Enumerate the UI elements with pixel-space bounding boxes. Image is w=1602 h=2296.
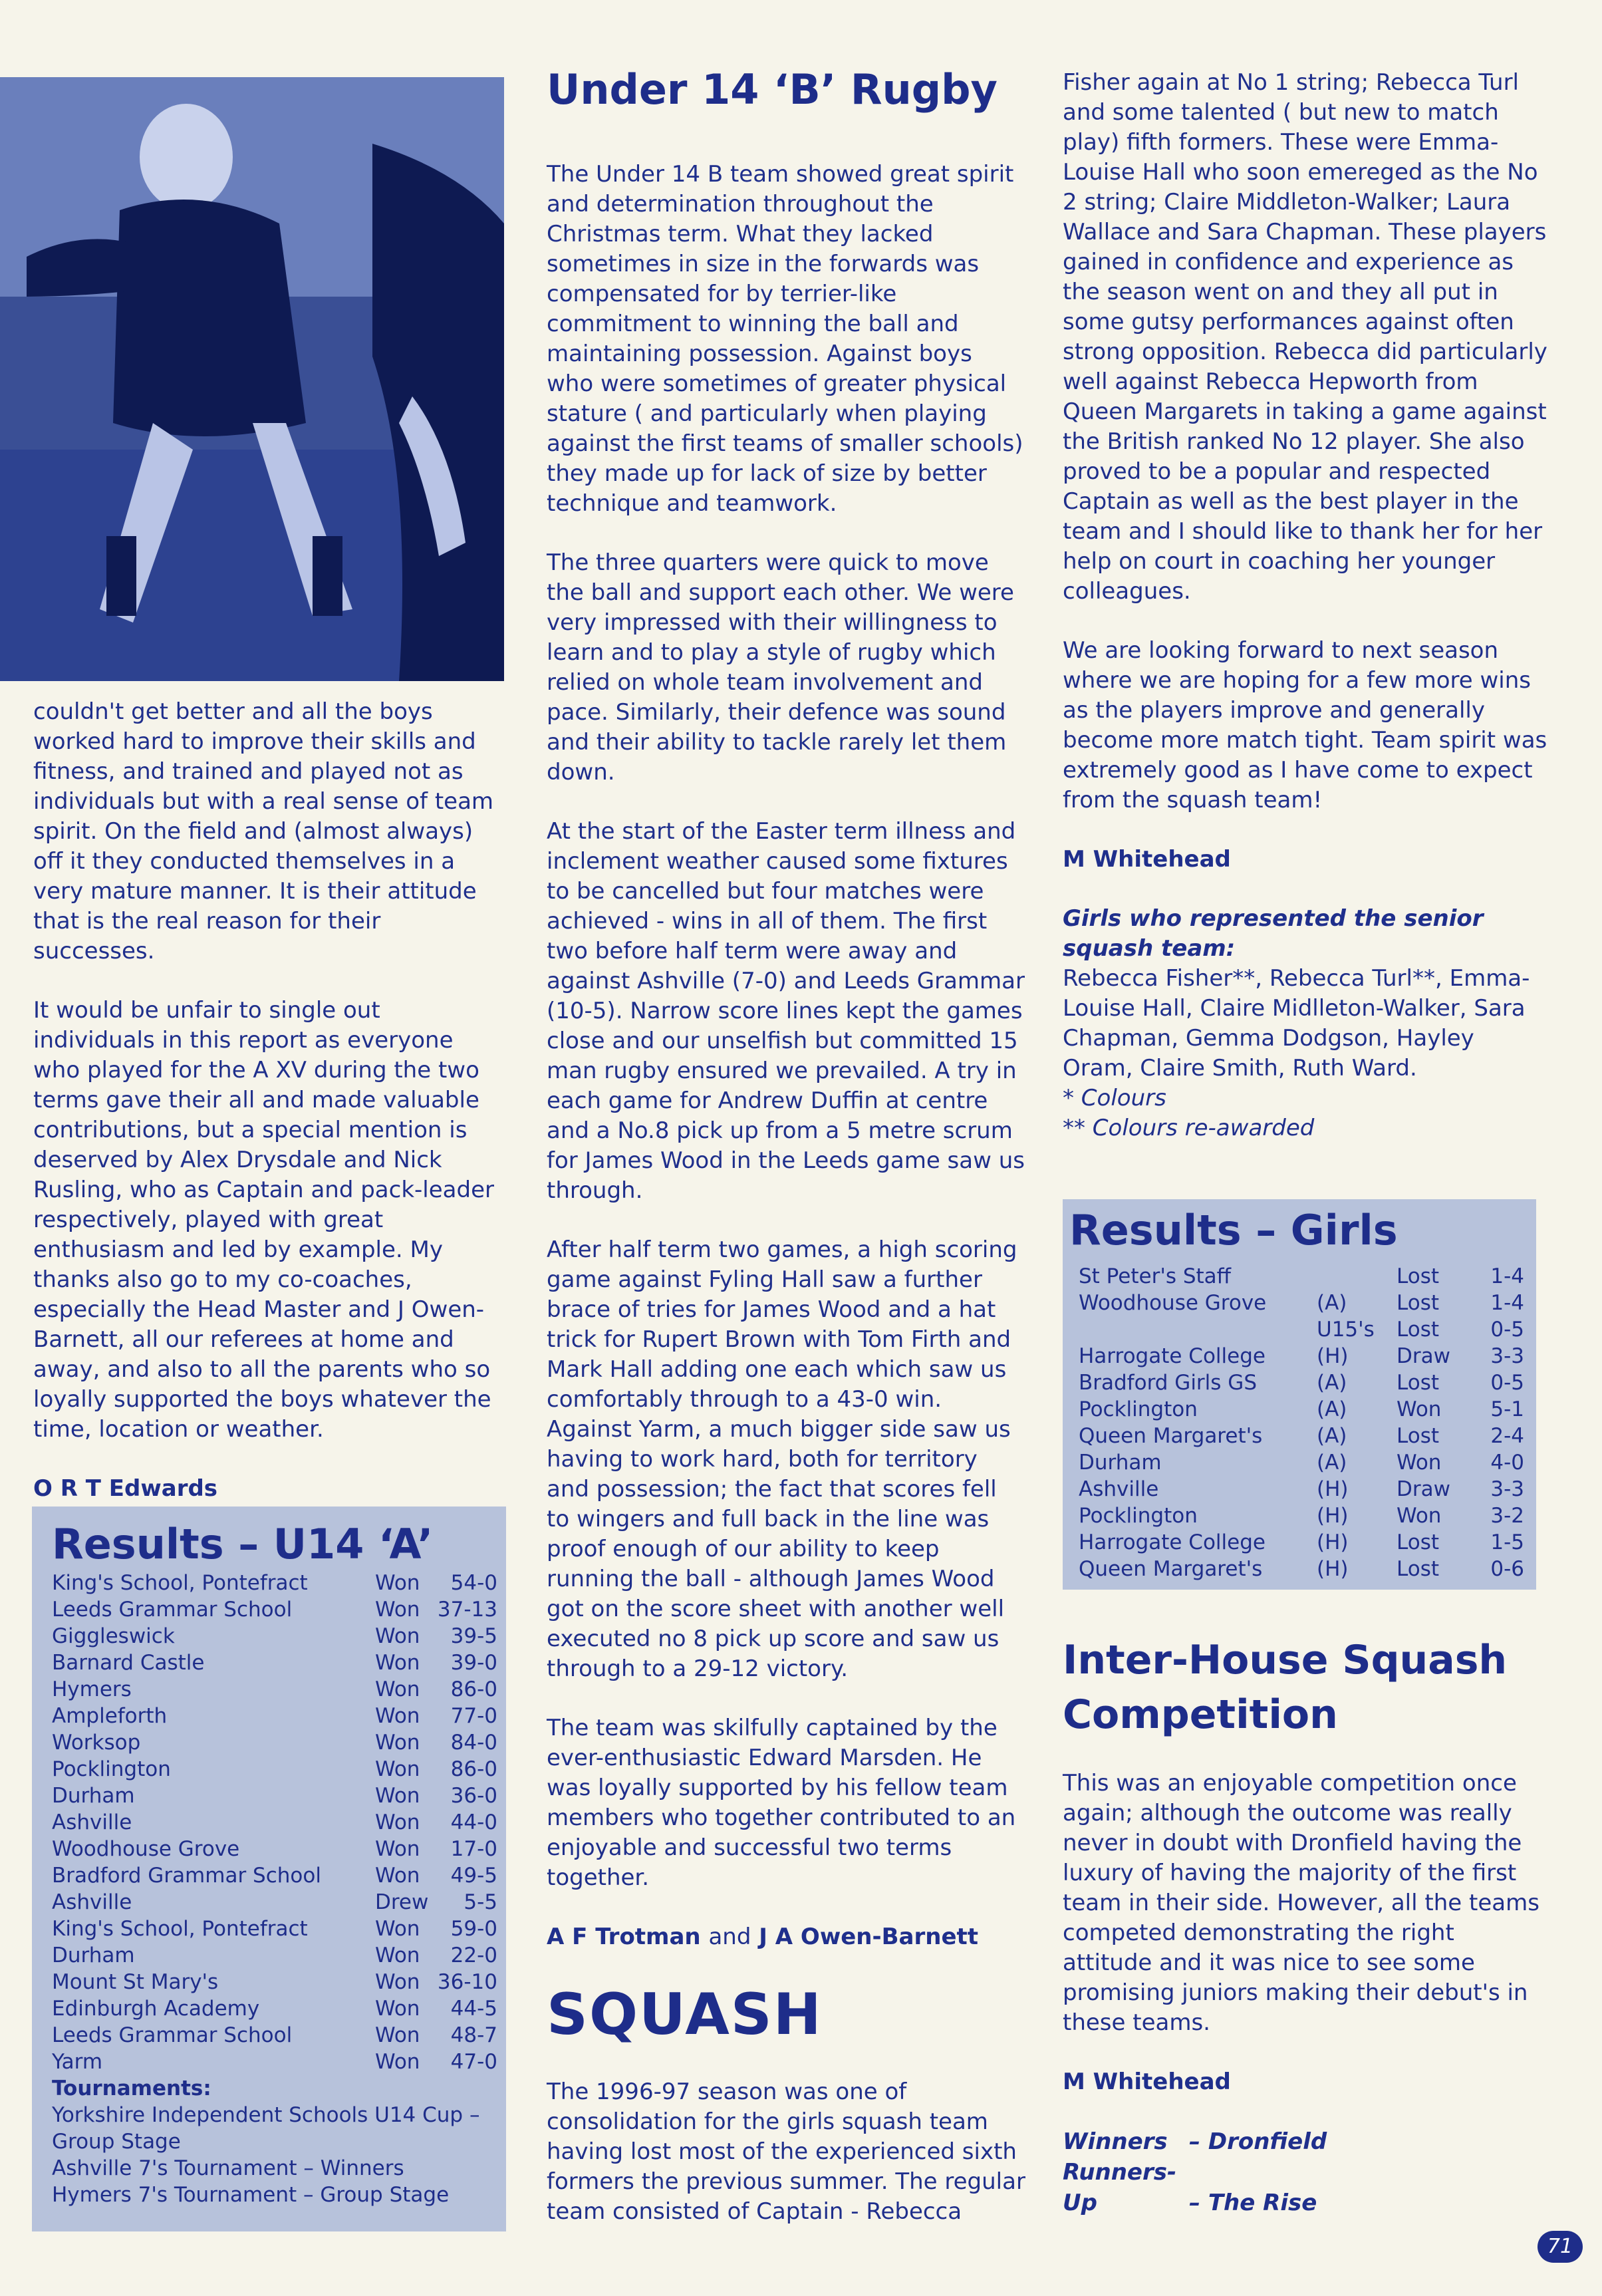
table-row <box>52 1623 504 1650</box>
squash-title: SQUASH <box>547 1981 823 2048</box>
venue-cell: (H) <box>1317 1344 1349 1368</box>
score-cell: 36-0 <box>450 1784 497 1808</box>
table-row <box>52 1809 504 1836</box>
table-row <box>52 1729 504 1756</box>
opponent-cell: Ashville <box>1079 1477 1159 1501</box>
venue-cell: (H) <box>1317 1557 1349 1581</box>
opponent-cell: King's School, Pontefract <box>52 1571 308 1595</box>
opponent-cell: Harrogate College <box>1079 1344 1266 1368</box>
result-cell: Draw <box>1397 1477 1450 1501</box>
score-cell: 3-2 <box>1490 1504 1524 1528</box>
result-cell: Won <box>375 1651 420 1675</box>
table-row <box>1079 1316 1531 1343</box>
u14b-title: Under 14 ‘B’ Rugby <box>547 65 998 114</box>
tournament-2: Ashville 7's Tournament – Winners <box>52 2156 404 2180</box>
table-row <box>1079 1529 1531 1556</box>
page-number: 71 <box>1537 2231 1583 2263</box>
inter-house-paragraph: This was an enjoyable competition once again; although the outcome was really never in doubt with Dronfield having the luxury of having the majority of the first team in their side. However, all the teams competed demonstrating the right attitude and it was nice to see some promising juniors making their debut's in these teams. <box>1063 1770 1539 2036</box>
results-girls-rows <box>1079 1263 1531 1582</box>
score-cell: 86-0 <box>450 1677 497 1701</box>
venue-cell: (H) <box>1317 1504 1349 1528</box>
winners-dash: – <box>1189 2128 1200 2155</box>
result-cell: Won <box>375 1757 420 1781</box>
score-cell: 22-0 <box>450 1943 497 1967</box>
inter-house-title: Inter-House Squash Competition <box>1063 1637 1508 1738</box>
tournaments-title: Tournaments: <box>52 2077 211 2100</box>
represented-block <box>1063 904 1548 1143</box>
mid-signature-b: J A Owen-Barnett <box>759 1924 979 1950</box>
table-row <box>52 1916 504 1942</box>
score-cell: 59-0 <box>450 1917 497 1941</box>
score-cell: 1-4 <box>1490 1264 1524 1288</box>
result-cell: Lost <box>1397 1318 1439 1342</box>
table-row <box>52 1676 504 1703</box>
score-cell: 39-0 <box>450 1651 497 1675</box>
opponent-cell: Durham <box>1079 1451 1162 1475</box>
result-cell: Lost <box>1397 1557 1439 1581</box>
result-cell: Won <box>375 1810 420 1834</box>
represented-names: Rebecca Fisher**, Rebecca Turl**, Emma-Louise Hall, Claire Midlleton-Walker, Sara Chapman, Gemma Dodgson, Hayley Oram, Claire Smith, Ruth Ward. <box>1063 965 1530 1081</box>
result-cell: Won <box>1397 1451 1442 1475</box>
score-cell: 49-5 <box>450 1864 497 1888</box>
score-cell: 48-7 <box>450 2023 497 2047</box>
result-cell: Won <box>375 1571 420 1595</box>
table-row <box>1079 1263 1531 1290</box>
venue-cell: (H) <box>1317 1477 1349 1501</box>
mid-signature <box>547 1922 1025 1952</box>
mid-paragraph-5: The team was skilfully captained by the ever-enthusiastic Edward Marsden. He was loyally supported by his fellow team members who together contributed to an enjoyable and successful two terms together. <box>547 1715 1016 1891</box>
table-row <box>1079 1369 1531 1396</box>
opponent-cell: Hymers <box>52 1677 132 1701</box>
left-paragraph-1: couldn't get better and all the boys worked hard to improve their skills and fitness, and trained and played not as individuals but with a real sense of team spirit. On the field and (almost always) off it they conducted themselves in a very mature manner. It is their attitude that is the real reason for their successes. <box>33 698 494 964</box>
runners-up-line <box>1063 2157 1548 2218</box>
opponent-cell: Bradford Girls GS <box>1079 1371 1257 1395</box>
table-row <box>52 1969 504 1995</box>
score-cell: 86-0 <box>450 1757 497 1781</box>
opponent-cell: Edinburgh Academy <box>52 1997 260 2021</box>
runners-up-label: Runners-Up <box>1063 2159 1177 2216</box>
opponent-cell: Woodhouse Grove <box>1079 1291 1267 1315</box>
score-cell: 1-5 <box>1490 1530 1524 1554</box>
table-row <box>1079 1503 1531 1529</box>
left-signature: O R T Edwards <box>33 1475 218 1502</box>
score-cell: 3-3 <box>1490 1477 1524 1501</box>
score-cell: 3-3 <box>1490 1344 1524 1368</box>
result-cell: Won <box>375 1943 420 1967</box>
right-column <box>1063 68 1548 1143</box>
result-cell: Draw <box>1397 1344 1450 1368</box>
right-paragraph-1: Fisher again at No 1 string; Rebecca Turl and some talented ( but new to match play) fifth formers. These were Emma-Louise Hall who soon emereged as the No 2 string; Claire Middleton-Walker; Laura Wallace and Sara Chapman. These players gained in confidence and experience as the season went on and they all put in some gutsy performances against often strong opposition. Rebecca did particularly well against Rebecca Hepworth from Queen Margarets in taking a game against the British ranked No 12 player. She also proved to be a popular and respected Captain as well as the best player in the team and I should like to thank her for her help on court in coaching her younger colleagues. <box>1063 69 1547 605</box>
represented-title: Girls who represented the senior squash team: <box>1063 905 1484 962</box>
table-row <box>1079 1343 1531 1369</box>
opponent-cell: Ampleforth <box>52 1704 168 1728</box>
score-cell: 4-0 <box>1490 1451 1524 1475</box>
opponent-cell: Durham <box>52 1943 135 1967</box>
runners-up-dash: – <box>1189 2190 1200 2216</box>
score-cell: 5-5 <box>464 1890 497 1914</box>
winners-line <box>1063 2126 1548 2157</box>
results-girls-box <box>1063 1199 1536 1590</box>
result-cell: Won <box>375 1837 420 1861</box>
right-signature: M Whitehead <box>1063 846 1231 873</box>
colours-note: * Colours <box>1063 1085 1166 1111</box>
table-row <box>1079 1396 1531 1423</box>
result-cell: Won <box>375 1970 420 1994</box>
venue-cell: (A) <box>1317 1451 1347 1475</box>
result-cell: Won <box>375 1864 420 1888</box>
rugby-player-photo <box>0 77 504 681</box>
table-row <box>52 1756 504 1783</box>
result-cell: Lost <box>1397 1371 1439 1395</box>
tournament-1: Yorkshire Independent Schools U14 Cup – Group Stage <box>52 2103 480 2154</box>
opponent-cell: Pocklington <box>1079 1397 1198 1421</box>
result-cell: Lost <box>1397 1530 1439 1554</box>
opponent-cell: Durham <box>52 1784 135 1808</box>
results-u14a-box <box>32 1507 506 2231</box>
score-cell: 39-5 <box>450 1624 497 1648</box>
photo-illustration <box>0 77 504 681</box>
venue-cell: (A) <box>1317 1397 1347 1421</box>
score-cell: 44-0 <box>450 1810 497 1834</box>
score-cell: 1-4 <box>1490 1291 1524 1315</box>
score-cell: 2-4 <box>1490 1424 1524 1448</box>
result-cell: Won <box>375 1731 420 1755</box>
table-row <box>52 1942 504 1969</box>
table-row <box>1079 1449 1531 1476</box>
venue-cell: (A) <box>1317 1424 1347 1448</box>
result-cell: Won <box>375 1677 420 1701</box>
opponent-cell: St Peter's Staff <box>1079 1264 1232 1288</box>
opponent-cell: Pocklington <box>1079 1504 1198 1528</box>
squash-paragraph: The 1996-97 season was one of consolidation for the girls squash team having lost most of the experienced sixth formers the previous summer. The regular team consisted of Captain - Rebecca <box>547 2079 1025 2225</box>
result-cell: Won <box>375 1704 420 1728</box>
score-cell: 36-10 <box>437 1970 497 1994</box>
score-cell: 77-0 <box>450 1704 497 1728</box>
opponent-cell: Woodhouse Grove <box>52 1837 240 1861</box>
result-cell: Won <box>375 1598 420 1622</box>
inter-house-signature: M Whitehead <box>1063 2069 1231 2095</box>
opponent-cell: Ashville <box>52 1810 132 1834</box>
venue-cell: (A) <box>1317 1291 1347 1315</box>
table-row <box>52 1862 504 1889</box>
opponent-cell: Yarm <box>52 2050 103 2074</box>
score-cell: 84-0 <box>450 1731 497 1755</box>
middle-column <box>547 67 1025 2256</box>
right-paragraph-2: We are looking forward to next season where we are hoping for a few more wins as the players improve and generally become more match tight. Team spirit was extremely good as I have come to expect from the squash team! <box>1063 637 1547 813</box>
table-row <box>52 1889 504 1916</box>
opponent-cell: Pocklington <box>52 1757 171 1781</box>
table-row <box>52 1836 504 1862</box>
left-paragraph-2: It would be unfair to single out individuals in this report as everyone who played for the A XV during the two terms gave their all and made valuable contributions, but a special mention is deserved by Alex Drysdale and Nick Rusling, who as Captain and pack-leader respectively, played with great enthusiasm and led by example. My thanks also go to my co-coaches, especially the Head Master and J Owen-Barnett, all our referees at home and away, and also to all the parents who so loyally supported the boys whatever the time, location or weather. <box>33 997 494 1443</box>
inter-house-section <box>1063 1633 1548 2218</box>
result-cell: Won <box>375 2023 420 2047</box>
opponent-cell: Barnard Castle <box>52 1651 205 1675</box>
table-row <box>52 1783 504 1809</box>
table-row <box>1079 1423 1531 1449</box>
results-u14a-rows <box>52 1570 504 2208</box>
mid-paragraph-4: After half term two games, a high scoring game against Fyling Hall saw a further brace of tries for James Wood and a hat trick for Rupert Brown with Tom Firth and Mark Hall adding one each which saw us comfortably through to a 43-0 win. Against Yarm, a much bigger side saw us having to work hard, both for territory and possession; the fact that scores fell to wingers and full back in the line was proof enough of our ability to keep running the ball - although James Wood got on the score sheet with another well executed no 8 pick up score and saw us through to a 29-12 victory. <box>547 1236 1017 1682</box>
table-row <box>52 1650 504 1676</box>
mid-signature-a: A F Trotman <box>547 1924 701 1950</box>
result-cell: Lost <box>1397 1291 1439 1315</box>
venue-cell: (H) <box>1317 1530 1349 1554</box>
table-row <box>52 2022 504 2049</box>
winners-value: Dronfield <box>1208 2128 1327 2155</box>
result-cell: Won <box>1397 1397 1442 1421</box>
score-cell: 17-0 <box>450 1837 497 1861</box>
result-cell: Lost <box>1397 1424 1439 1448</box>
score-cell: 54-0 <box>450 1571 497 1595</box>
score-cell: 0-6 <box>1490 1557 1524 1581</box>
table-row <box>52 1596 504 1623</box>
score-cell: 37-13 <box>437 1598 497 1622</box>
opponent-cell: Mount St Mary's <box>52 1970 219 1994</box>
opponent-cell: Harrogate College <box>1079 1530 1266 1554</box>
opponent-cell: King's School, Pontefract <box>52 1917 308 1941</box>
results-u14a-title: Results – U14 ‘A’ <box>52 1520 434 1568</box>
runners-up-value: The Rise <box>1208 2190 1317 2216</box>
result-cell: Won <box>375 1784 420 1808</box>
mid-paragraph-3: At the start of the Easter term illness and inclement weather caused some fixtures to be cancelled but four matches were achieved - wins in all of them. The first two before half term were away and against Ashville (7-0) and Leeds Grammar (10-5). Narrow score lines kept the games close and our unselfish but committed 15 man rugby ensured we prevailed. A try in each game for Andrew Duffin at centre and a No.8 pick up from a 5 metre scrum for James Wood in the Leeds game saw us through. <box>547 818 1025 1204</box>
colours-reawarded-note: ** Colours re-awarded <box>1063 1115 1315 1141</box>
opponent-cell: Queen Margaret's <box>1079 1557 1263 1581</box>
left-column-text <box>33 697 499 1533</box>
opponent-cell: Giggleswick <box>52 1624 175 1648</box>
result-cell: Won <box>375 1917 420 1941</box>
score-cell: 44-5 <box>450 1997 497 2021</box>
result-cell: Won <box>1397 1504 1442 1528</box>
tournament-3: Hymers 7's Tournament – Group Stage <box>52 2183 450 2207</box>
opponent-cell: Leeds Grammar School <box>52 1598 293 1622</box>
table-row <box>1079 1556 1531 1582</box>
score-cell: 47-0 <box>450 2050 497 2074</box>
score-cell: 0-5 <box>1490 1371 1524 1395</box>
venue-cell: U15's <box>1317 1318 1375 1342</box>
winners-label: Winners <box>1063 2128 1168 2155</box>
opponent-cell: Leeds Grammar School <box>52 2023 293 2047</box>
table-row <box>1079 1476 1531 1503</box>
mid-paragraph-1: The Under 14 B team showed great spirit and determination throughout the Christmas term. What they lacked sometimes in size in the forwards was compensated for by terrier-like commitment to winning the ball and maintaining possession. Against boys who were sometimes of greater physical stature ( and particularly when playing against the first teams of smaller schools) they made up for lack of size by better technique and teamwork. <box>547 161 1023 517</box>
result-cell: Won <box>375 1997 420 2021</box>
table-row <box>52 1570 504 1596</box>
result-cell: Won <box>375 2050 420 2074</box>
result-cell: Won <box>375 1624 420 1648</box>
opponent-cell: Ashville <box>52 1890 132 1914</box>
table-row <box>52 1703 504 1729</box>
table-row <box>52 2049 504 2075</box>
score-cell: 5-1 <box>1490 1397 1524 1421</box>
opponent-cell: Queen Margaret's <box>1079 1424 1263 1448</box>
opponent-cell: Worksop <box>52 1731 141 1755</box>
mid-signature-and: and <box>708 1924 751 1950</box>
venue-cell: (A) <box>1317 1371 1347 1395</box>
result-cell: Lost <box>1397 1264 1439 1288</box>
mid-paragraph-2: The three quarters were quick to move the ball and support each other. We were very impressed with their willingness to learn and to play a style of rugby which relied on whole team involvement and pace. Similarly, their defence was sound and their ability to tackle rarely let them down. <box>547 549 1014 786</box>
table-row <box>1079 1290 1531 1316</box>
table-row <box>52 1995 504 2022</box>
opponent-cell: Bradford Grammar School <box>52 1864 321 1888</box>
results-girls-title: Results – Girls <box>1069 1206 1398 1254</box>
score-cell: 0-5 <box>1490 1318 1524 1342</box>
result-cell: Drew <box>375 1890 429 1914</box>
results-u14a-row-list <box>52 1570 504 2075</box>
